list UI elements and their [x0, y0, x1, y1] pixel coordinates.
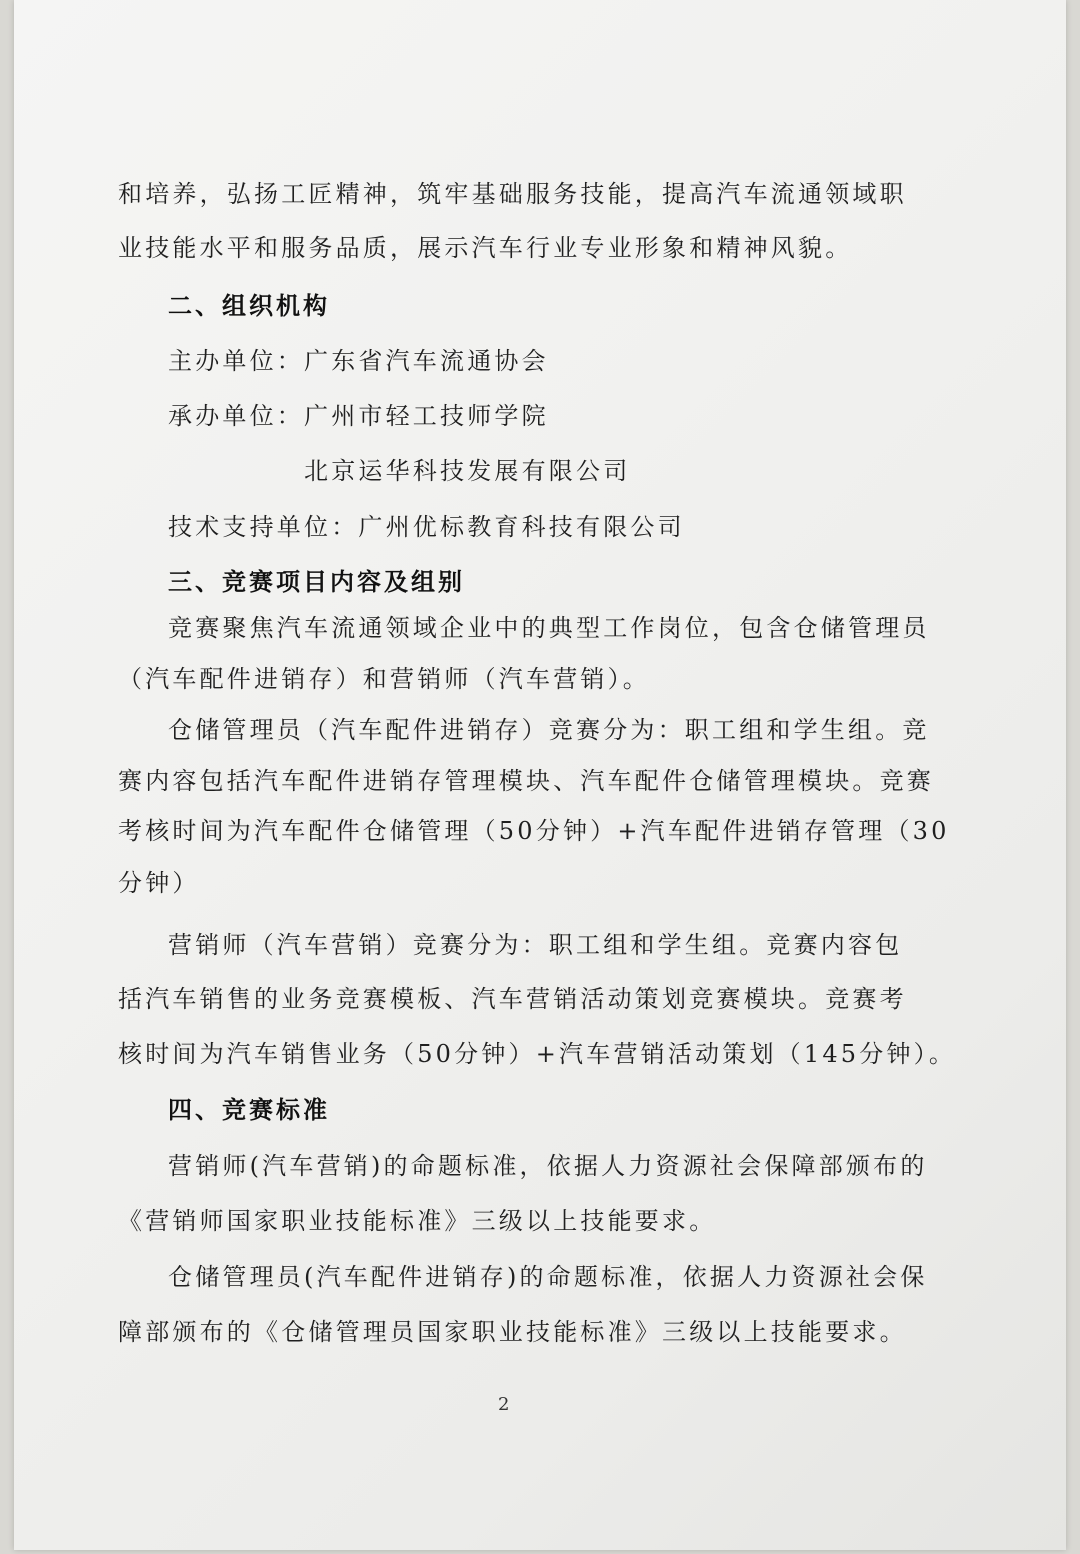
host-unit-line: 主办单位：广东省汽车流通协会	[168, 347, 549, 375]
section-heading-standards: 四、竞赛标准	[168, 1095, 330, 1124]
section-heading-organization: 二、组织机构	[168, 291, 330, 320]
organizer-unit-line-2: 北京运华科技发展有限公司	[304, 457, 631, 485]
page-number: 2	[498, 1394, 510, 1415]
paragraph-line: 业技能水平和服务品质，展示汽车行业专业形象和精神风貌。	[118, 234, 853, 262]
paragraph-line: 竞赛聚焦汽车流通领域企业中的典型工作岗位，包含仓储管理员	[168, 614, 930, 642]
paragraph-line: 仓储管理员(汽车配件进销存)的命题标准，依据人力资源社会保	[168, 1263, 928, 1291]
paragraph-line: （汽车配件进销存）和营销师（汽车营销）。	[118, 665, 650, 693]
tech-support-line: 技术支持单位：广州优标教育科技有限公司	[168, 513, 685, 541]
paragraph-line: 括汽车销售的业务竞赛模板、汽车营销活动策划竞赛模块。竞赛考	[118, 985, 907, 1013]
paragraph-line: 仓储管理员（汽车配件进销存）竞赛分为：职工组和学生组。竞	[168, 716, 930, 744]
paragraph-line: 和培养，弘扬工匠精神，筑牢基础服务技能，提高汽车流通领域职	[118, 180, 907, 208]
paragraph-line: 营销师(汽车营销)的命题标准，依据人力资源社会保障部颁布的	[168, 1152, 928, 1180]
paragraph-line: 分钟）	[118, 869, 200, 897]
paragraph-line: 障部颁布的《仓储管理员国家职业技能标准》三级以上技能要求。	[118, 1318, 907, 1346]
paragraph-line: 营销师（汽车营销）竞赛分为：职工组和学生组。竞赛内容包	[168, 931, 903, 959]
paragraph-line: 赛内容包括汽车配件进销存管理模块、汽车配件仓储管理模块。竞赛	[118, 767, 934, 795]
paragraph-line: 《营销师国家职业技能标准》三级以上技能要求。	[118, 1207, 717, 1235]
paragraph-line: 考核时间为汽车配件仓储管理（50分钟）+汽车配件进销存管理（30	[118, 817, 950, 845]
document-page	[14, 0, 1066, 1550]
paragraph-line: 核时间为汽车销售业务（50分钟）+汽车营销活动策划（145分钟）。	[118, 1040, 957, 1068]
section-heading-competition: 三、竞赛项目内容及组别	[168, 567, 465, 596]
organizer-unit-line: 承办单位：广州市轻工技师学院	[168, 402, 549, 430]
